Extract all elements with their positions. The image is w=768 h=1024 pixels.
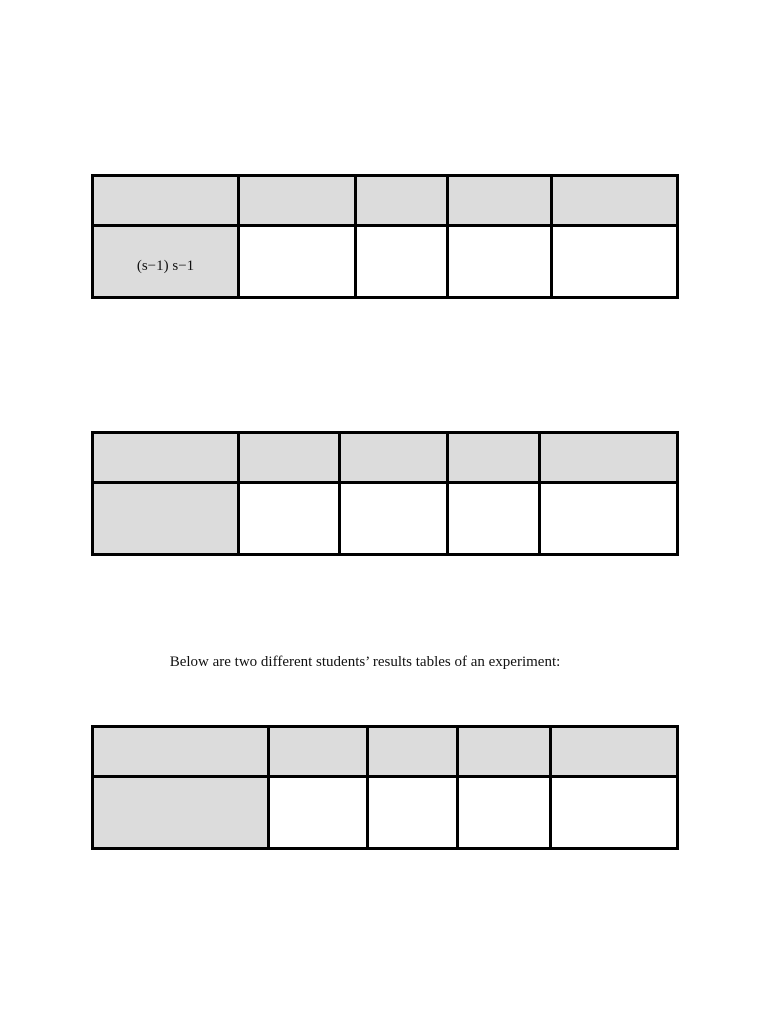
- table-data-cell: [269, 777, 368, 849]
- row-label-cell: (s−1) s−1: [93, 226, 239, 298]
- results-table-3: [91, 725, 679, 850]
- table-data-cell: [551, 777, 678, 849]
- table-header-cell: [93, 727, 269, 777]
- instruction-text: Below are two different students’ results tables of an experiment:: [169, 654, 561, 670]
- table-header-cell: [552, 176, 678, 226]
- table-header-cell: [540, 433, 678, 483]
- table-header-cell: [93, 176, 239, 226]
- table-header-cell: [356, 176, 448, 226]
- table-data-cell: [448, 226, 552, 298]
- table-header-row: [93, 727, 678, 777]
- table-header-cell: [239, 176, 356, 226]
- table-data-row: [93, 226, 678, 298]
- table-data-row: [93, 483, 678, 555]
- table-header-row: [93, 433, 678, 483]
- row-label-cell: [93, 777, 269, 849]
- table-header-cell: [239, 433, 340, 483]
- table-data-cell: [368, 777, 458, 849]
- table-data-cell: [356, 226, 448, 298]
- results-table-2: [91, 431, 679, 556]
- row-label-cell: [93, 483, 239, 555]
- table-header-cell: [448, 176, 552, 226]
- table-header-cell: [93, 433, 239, 483]
- table-data-cell: [540, 483, 678, 555]
- table-data-cell: [340, 483, 448, 555]
- table-data-cell: [458, 777, 551, 849]
- table-data-cell: [239, 483, 340, 555]
- table-data-cell: [239, 226, 356, 298]
- table-data-cell: [552, 226, 678, 298]
- table-header-cell: [340, 433, 448, 483]
- table-data-row: [93, 777, 678, 849]
- table-data-cell: [448, 483, 540, 555]
- results-table-1: [91, 174, 679, 299]
- table-header-cell: [458, 727, 551, 777]
- table-header-row: [93, 176, 678, 226]
- table-header-cell: [448, 433, 540, 483]
- table-header-cell: [551, 727, 678, 777]
- table-header-cell: [269, 727, 368, 777]
- table-header-cell: [368, 727, 458, 777]
